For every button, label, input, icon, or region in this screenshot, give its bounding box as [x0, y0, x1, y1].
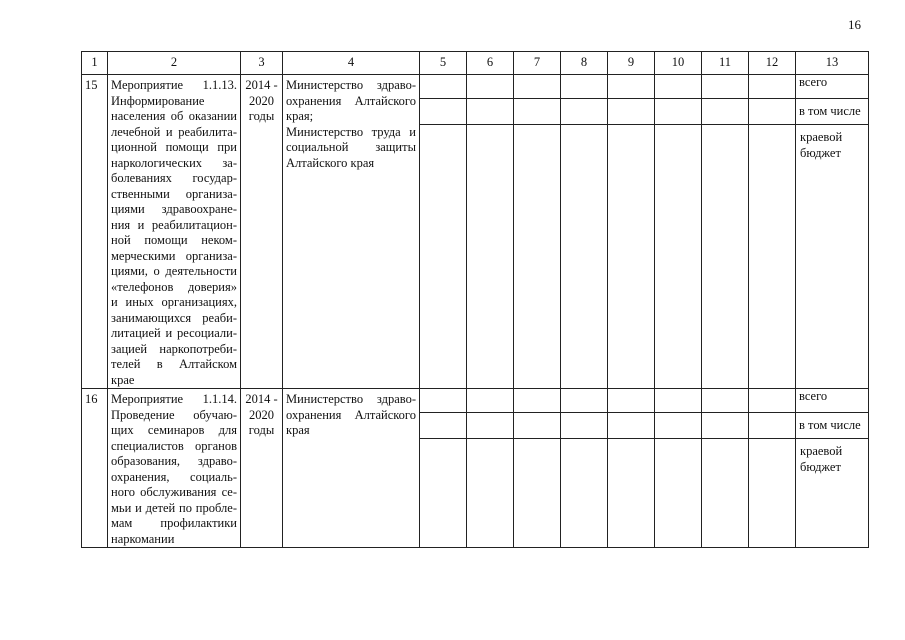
funding-source: в том числе [796, 413, 869, 439]
amount-cell [608, 75, 655, 99]
amount-cell [561, 99, 608, 125]
amount-cell [655, 439, 702, 548]
row-number: 15 [82, 75, 108, 389]
amount-cell [561, 413, 608, 439]
amount-cell [749, 99, 796, 125]
amount-cell [420, 439, 467, 548]
event-description: Мероприятие 1.1.13. Информирование населения об оказании лечебной и реабилита- ционной помощи при наркологических за- болеваниях государ- ственными организа- циями здравоохране- ния и реабилитацион- ной помощи неком- мерческими организа- циями, о деятельности «телефонов доверия» и иных организациях, занимающихся реаби- литацией и ресоциали- зацией наркопотреби- телей в Алтайском крае [108, 75, 241, 389]
row-number: 16 [82, 389, 108, 548]
funding-source: всего [796, 75, 869, 99]
amount-cell [420, 75, 467, 99]
amount-cell [702, 439, 749, 548]
amount-cell [702, 125, 749, 389]
amount-cell [561, 75, 608, 99]
amount-cell [749, 413, 796, 439]
amount-cell [514, 99, 561, 125]
amount-cell [655, 413, 702, 439]
column-number-row [82, 52, 869, 75]
column-number: 8 [561, 52, 608, 75]
amount-cell [514, 125, 561, 389]
column-number: 11 [702, 52, 749, 75]
amount-cell [655, 99, 702, 125]
amount-cell [608, 389, 655, 413]
funding-source: краевой бюджет [796, 125, 869, 389]
page-number: 16 [848, 17, 861, 32]
amount-cell [420, 99, 467, 125]
amount-cell [467, 413, 514, 439]
column-number: 12 [749, 52, 796, 75]
funding-source: в том числе [796, 99, 869, 125]
event-description: Мероприятие 1.1.14. Проведение обучаю- щих семинаров для специалистов органов образования, здраво- охранения, социаль- ного обслуживания се- мьи и детей по пробле- мам профилактики наркомании [108, 389, 241, 548]
amount-cell [561, 125, 608, 389]
amount-cell [749, 75, 796, 99]
amount-cell [467, 125, 514, 389]
amount-cell [702, 413, 749, 439]
amount-cell [420, 413, 467, 439]
program-table [81, 51, 869, 548]
column-number: 2 [108, 52, 241, 75]
amount-cell [514, 75, 561, 99]
executor: Министерство здраво- охранения Алтайского края [283, 389, 420, 548]
amount-cell [608, 125, 655, 389]
amount-cell [655, 75, 702, 99]
column-number: 4 [283, 52, 420, 75]
amount-cell [467, 389, 514, 413]
amount-cell [655, 389, 702, 413]
amount-cell [702, 99, 749, 125]
amount-cell [561, 439, 608, 548]
amount-cell [608, 439, 655, 548]
column-number: 9 [608, 52, 655, 75]
column-number: 5 [420, 52, 467, 75]
amount-cell [749, 389, 796, 413]
amount-cell [608, 413, 655, 439]
column-number: 7 [514, 52, 561, 75]
amount-cell [749, 439, 796, 548]
amount-cell [514, 439, 561, 548]
implementation-period: 2014 - 2020 годы [241, 389, 283, 548]
amount-cell [749, 125, 796, 389]
column-number: 1 [82, 52, 108, 75]
amount-cell [514, 413, 561, 439]
amount-cell [561, 389, 608, 413]
table-row [82, 75, 869, 99]
amount-cell [655, 125, 702, 389]
amount-cell [467, 75, 514, 99]
funding-source: краевой бюджет [796, 439, 869, 548]
column-number: 3 [241, 52, 283, 75]
amount-cell [467, 99, 514, 125]
amount-cell [608, 99, 655, 125]
amount-cell [467, 439, 514, 548]
amount-cell [514, 389, 561, 413]
amount-cell [702, 75, 749, 99]
amount-cell [420, 125, 467, 389]
table-row [82, 389, 869, 413]
executor: Министерство здраво- охранения Алтайского края; Министерство труда и социальной защиты Алтайского края [283, 75, 420, 389]
amount-cell [420, 389, 467, 413]
amount-cell [702, 389, 749, 413]
funding-source: всего [796, 389, 869, 413]
implementation-period: 2014 - 2020 годы [241, 75, 283, 389]
column-number: 10 [655, 52, 702, 75]
column-number: 6 [467, 52, 514, 75]
column-number: 13 [796, 52, 869, 75]
